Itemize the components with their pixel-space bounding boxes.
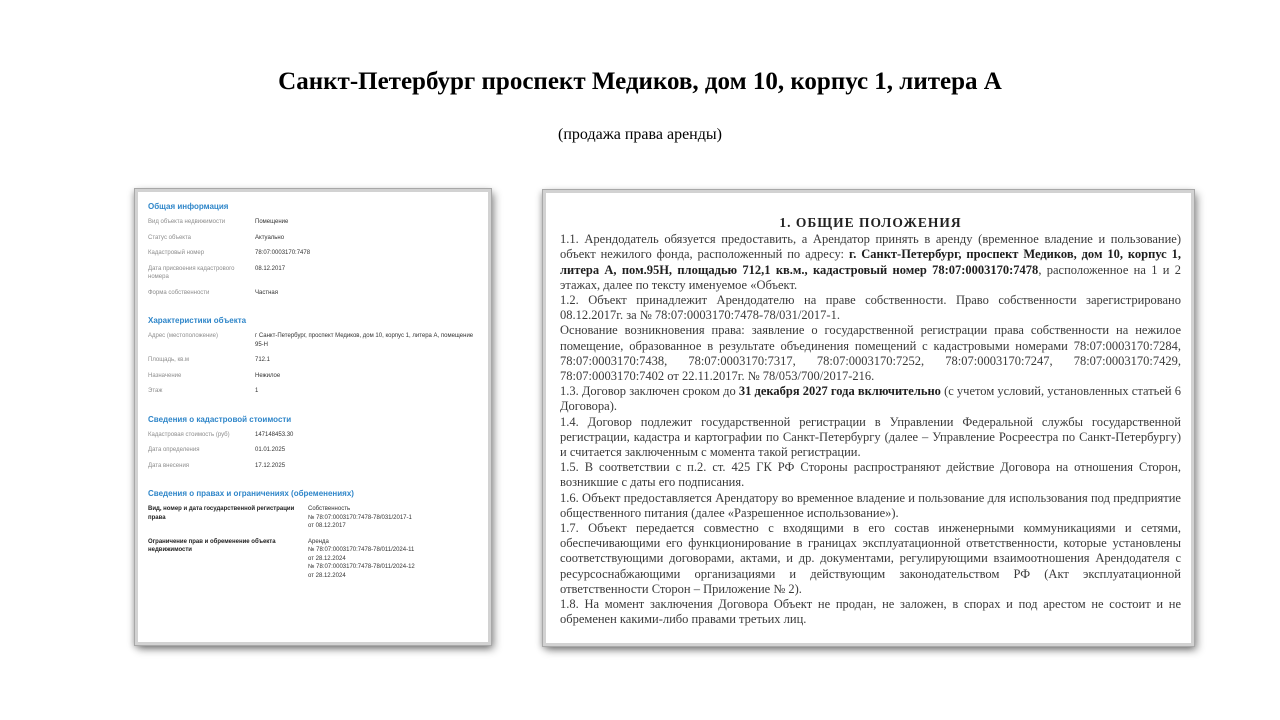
contract-text <box>546 193 1191 627</box>
row-key: Кадастровый номер <box>148 250 205 256</box>
registry-row <box>148 387 478 396</box>
registry-row <box>148 538 478 581</box>
row-value: Нежилое <box>255 372 281 379</box>
section-heading-general: Общая информация <box>148 202 229 211</box>
row-value: 78:07:0003170:7478 <box>255 250 311 256</box>
section-heading-cadastral: Сведения о кадастровой стоимости <box>148 414 292 424</box>
registry-extract <box>138 192 488 580</box>
paragraph-1-1: 1.1. Арендодатель обязуется предоставить, а Арендатор принять в аренду (временное владение и пользование) объект нежилого фонда, расположенный по адресу: г. Санкт-Петербург, проспект Медиков, дом 10, корпус 1, литера А, пом.95Н, площадью 712,1 кв.м., кадастровый номер 78:07:0003170:7478, расположенное на 1 и 2 этажах, далее по тексту именуемое «Объект. <box>560 232 1182 292</box>
registry-row <box>148 446 478 455</box>
registry-row <box>148 356 478 365</box>
row-value: Актуально <box>255 234 285 241</box>
registry-row <box>148 462 478 471</box>
row-value: 01.01.2025 <box>255 447 286 453</box>
row-key: Дата определения <box>148 447 200 453</box>
registry-row <box>148 249 478 258</box>
row-value: 712.1 <box>255 357 271 363</box>
page-subtitle: (продажа права аренды) <box>558 126 722 143</box>
registry-row <box>148 332 478 349</box>
row-value: Собственность № 78:07:0003170:7478-78/031/2017-1 от 08.12.2017 <box>308 506 412 529</box>
row-value: Частная <box>255 289 278 296</box>
row-key: Дата внесения <box>148 462 190 469</box>
row-value: Помещение <box>255 219 289 225</box>
row-key: Вид объекта недвижимости <box>148 219 226 225</box>
registry-row <box>148 372 478 381</box>
row-key: Форма собственности <box>148 289 210 296</box>
row-value: 1 <box>255 388 259 394</box>
paragraph-basis: Основание возникновения права: заявление о государственной регистрации права собственности на нежилое помещение, образованное в результате объединения помещений с кадастровыми номерами 78:07:0003170:7284, 78:07:0003170:7438, 78:07:0003170:7317, 78:07:0003170:7252, 78:07:0003170:7247, 78:07:0003170:7429, 78:07:0003170:7402 от 22.11.2017г. № 78/053/700/2017-216. <box>560 323 1181 384</box>
contract-heading: 1. ОБЩИЕ ПОЛОЖЕНИЯ <box>779 215 962 230</box>
paragraph-1-3: 1.3. Договор заключен сроком до 31 декабря 2027 года включительно (с учетом условий, установленных статьей 6 Договора). <box>560 384 1181 414</box>
paragraph-1-8: 1.8. На момент заключения Договора Объект не продан, не заложен, в спорах и под арестом не состоит и не обременен какими-либо правами третьих лиц. <box>560 597 1181 627</box>
row-key: Этаж <box>148 388 163 394</box>
row-key: Статус объекта <box>148 234 192 241</box>
row-value: 17.12.2025 <box>255 462 286 469</box>
row-key: Ограничение прав и обременение объекта недвижимости <box>148 538 276 553</box>
row-key: Площадь, кв.м <box>148 357 190 363</box>
contract-excerpt-card <box>543 190 1194 646</box>
registry-row <box>148 265 478 282</box>
section-heading-characteristics: Характеристики объекта <box>148 316 247 325</box>
paragraph-1-6: 1.6. Объект предоставляется Арендатору во временное владение и пользование для использования под предприятие общественного питания (далее «Разрешенное использование»). <box>560 490 1181 520</box>
registry-extract-card <box>135 189 491 645</box>
row-value: г Санкт-Петербург, проспект Медиков, дом 10, корпус 1, литера А, помещение 95-Н <box>255 333 474 348</box>
registry-row <box>148 431 478 440</box>
registry-row <box>148 289 478 298</box>
registry-row <box>148 218 478 227</box>
registry-row <box>148 505 478 531</box>
row-key: Адрес (местоположение) <box>148 333 218 339</box>
section-heading-rights: Сведения о правах и ограничениях (обременениях) <box>148 489 354 498</box>
registry-row <box>148 234 478 243</box>
row-value: Аренда № 78:07:0003170:7478-78/011/2024-11 от 28.12.2024 № 78:07:0003170:7478-78/011/2024-12 от 28.12.2024 <box>308 538 415 579</box>
paragraph-1-7: 1.7. Объект передается совместно с входящими в его состав инженерными коммуникациями и сетями, обеспечивающими его функционирование в границах эксплуатационной ответственности, которые установлены соответствующими договорами, актами, и др. документами, регулирующими взаимоотношения Арендодателя с ресурсоснабжающими организациями и действующим законодательством РФ (Акт эксплуатационной ответственности Сторон – Приложение № 2). <box>560 521 1181 596</box>
page-title: Санкт-Петербург проспект Медиков, дом 10, корпус 1, литера А <box>278 68 1002 95</box>
row-key: Дата присвоения кадастрового номера <box>148 265 235 280</box>
row-key: Назначение <box>148 372 182 379</box>
row-value: 08.12.2017 <box>255 265 286 272</box>
row-key: Вид, номер и дата государственной регистрации права <box>148 506 295 521</box>
paragraph-1-2: 1.2. Объект принадлежит Арендодателю на праве собственности. Право собственности зарегистрировано 08.12.2017г. за № 78:07:0003170:7478-78/031/2017-1. <box>560 293 1181 323</box>
paragraph-1-4: 1.4. Договор подлежит государственной регистрации в Управлении Федеральной службы государственной регистрации, кадастра и картографии по Санкт-Петербургу (далее – Управление Росреестра по Санкт-Петербургу) и считается заключенным с момента такой регистрации. <box>560 414 1181 460</box>
row-key: Кадастровая стоимость (руб) <box>148 431 230 438</box>
paragraph-1-5: 1.5. В соответствии с п.2. ст. 425 ГК РФ Стороны распространяют действие Договора на отношения Сторон, возникшие с даты его подписания. <box>560 460 1181 490</box>
row-value: 147148453.30 <box>255 431 294 438</box>
